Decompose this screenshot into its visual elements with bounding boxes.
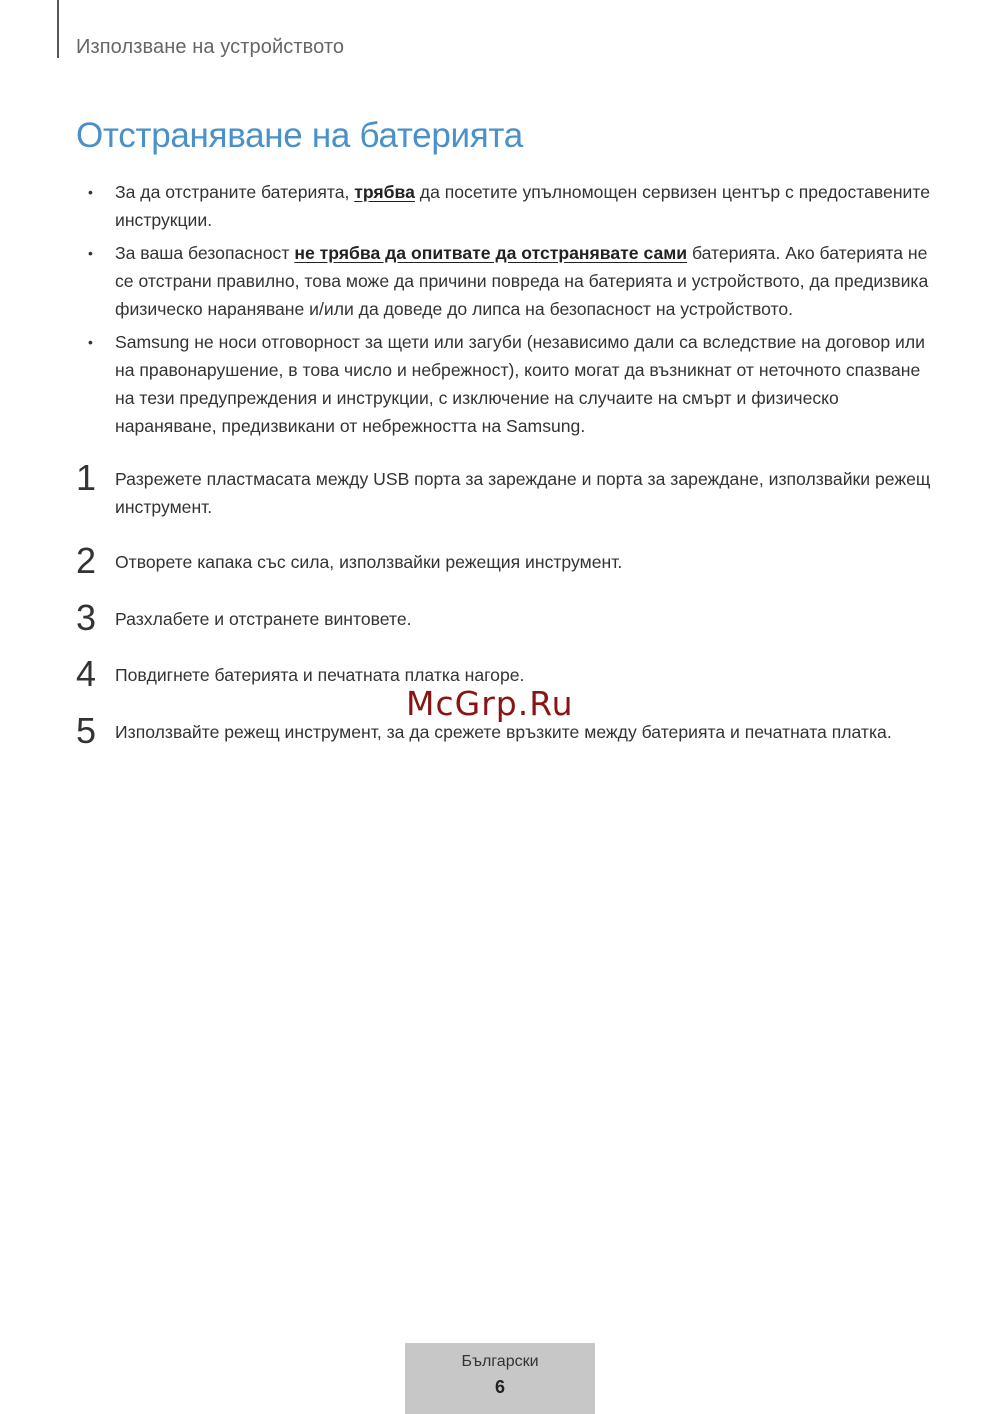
warning-item [76,239,936,323]
bullet-icon: • [88,184,93,200]
step-number: 2 [76,540,97,581]
footer-language: Български [461,1353,539,1370]
step-number: 1 [76,457,97,498]
warning-item [76,178,936,234]
warning-emphasis: не трябва да опитвате да отстранявате сами [294,243,688,263]
step-text: Повдигнете батерията и печатната платка нагоре. [115,665,525,685]
step-item [76,597,936,658]
warning-text: За ваша безопасност [115,243,295,263]
section-header: Използване на устройството [76,36,345,58]
step-number: 5 [76,710,97,751]
step-item [76,540,936,602]
page-number: 6 [494,1377,505,1397]
step-text: Разхлабете и отстранете винтовете. [115,609,412,629]
step-number: 3 [76,597,97,638]
warning-text: Samsung не носи отговорност за щети или загуби (независимо дали са вследствие на договор или на правонарушение, в това число и небрежност), които могат да възникнат от неточното спазване на тези предупреждения и инструкции, с изключение на случаите на смърт и физическо нараняване, предизвикани от небрежността на Samsung. [115,332,925,436]
warning-emphasis: трябва [354,182,415,202]
warning-list [76,178,936,445]
watermark: McGrp.Ru [406,684,574,723]
warning-text: да посетите упълномощен сервизен център с предоставените инструкции. [115,182,931,230]
warning-text: батерията. Ако батерията не се отстрани правилно, това може да причини повреда на батерията и устройството, да предизвика физическо нараняване и/или да доведе до липса на безопасност на устройството. [115,243,929,319]
header-rule [57,0,59,58]
page-footer [405,1343,595,1414]
warning-text: За да отстраните батерията, [115,182,355,202]
bullet-icon: • [88,334,93,350]
page-title: Отстраняване на батерията [76,116,523,155]
step-item [76,457,936,545]
bullet-icon: • [88,245,93,261]
step-text: Използвайте режещ инструмент, за да срежете връзките между батерията и печатната платка. [115,722,892,742]
step-text: Отворете капака със сила, използвайки режещия инструмент. [115,552,623,572]
step-text: Разрежете пластмасата между USB порта за зареждане и порта за зареждане, използвайки режещ инструмент. [115,469,931,517]
warning-item [76,328,936,440]
step-number: 4 [76,653,97,694]
